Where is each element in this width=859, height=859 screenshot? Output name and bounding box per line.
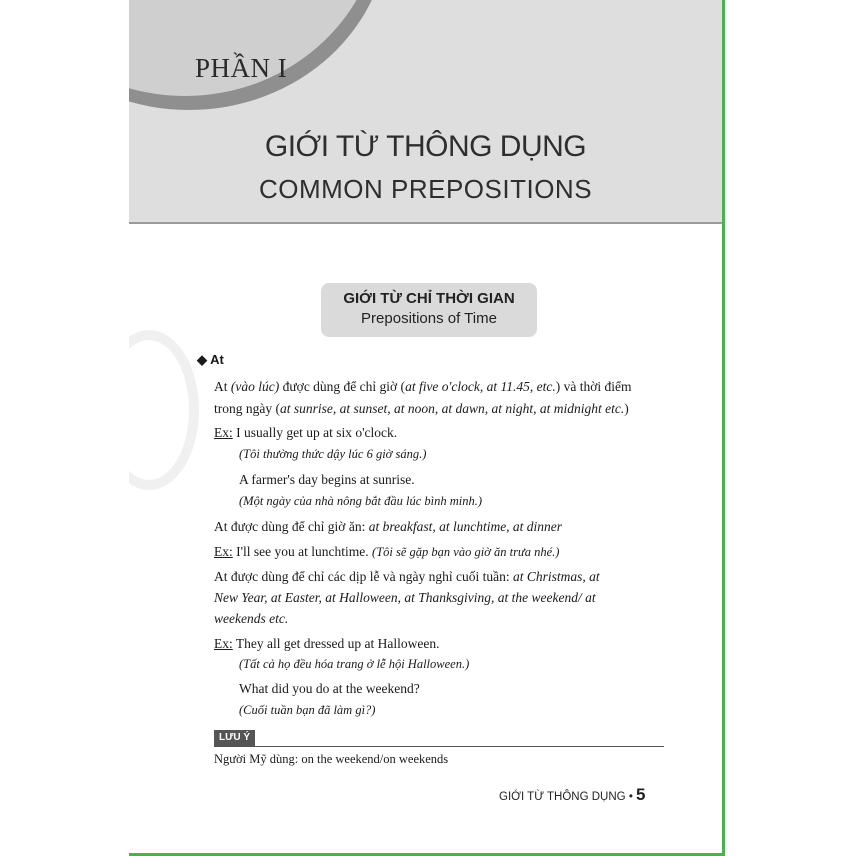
heading-at: At [210,352,224,367]
ex-label: Ex: [214,544,233,559]
bullet-heading [197,352,224,368]
part-label: PHẦN I [195,53,288,83]
text: ) [624,401,629,416]
paragraph-3-line-3: weekends etc. [214,611,289,626]
text: At [214,379,231,394]
diamond-bullet-icon: ◆ [197,352,207,367]
note-divider [214,730,664,747]
book-page [129,0,725,856]
example-text: They all get dressed up at Halloween. [235,636,440,651]
text: ) và thời điểm [555,379,632,394]
section-title-en: Prepositions of Time [361,310,497,327]
example-3 [214,544,559,560]
chapter-title-vi: GIỚI TỪ THÔNG DỤNG [264,130,587,163]
example-4 [214,636,439,652]
example-2: A farmer's day begins at sunrise. [239,472,415,487]
chapter-header [129,0,722,224]
paragraph-3-line-2: New Year, at Easter, at Halloween, at Thanksgiving, at the weekend/ at [214,590,596,605]
note-text: Người Mỹ dùng: on the weekend/on weekends [214,752,449,766]
paragraph-1-line-1 [214,379,632,395]
paragraph-2 [214,519,562,535]
example-text: I usually get up at six o'clock. [236,425,398,440]
example-text: I'll see you at lunchtime. [236,544,373,559]
example-5: What did you do at the weekend? [239,681,420,696]
section-title-vi: GIỚI TỪ CHỈ THỜI GIAN [343,290,515,307]
paragraph-3-line-1 [214,569,600,585]
text: At được dùng để chỉ các dịp lễ và ngày nghỉ cuối tuần: [214,569,513,584]
text: (vào lúc) [230,379,280,394]
ex-label: Ex: [214,425,233,440]
example-1 [214,425,397,441]
footer-bullet: • [628,791,633,803]
chapter-title-en: COMMON PREPOSITIONS [258,174,593,204]
watermark-logo [129,330,199,490]
example-1-translation: (Tôi thường thức dậy lúc 6 giờ sáng.) [239,447,427,461]
text: trong ngày ( [214,401,280,416]
paragraph-1-line-2 [214,401,629,417]
section-title-box [321,283,537,337]
example-5-translation: (Cuối tuần bạn đã làm gì?) [239,703,376,717]
note-badge: LƯU Ý [214,730,255,746]
text: at breakfast, at lunchtime, at dinner [368,519,563,534]
page-number: 5 [636,785,646,804]
example-translation: (Tôi sẽ gặp bạn vào giờ ăn trưa nhé.) [372,545,560,559]
text: at five o'clock, at 11.45, etc. [405,379,556,394]
ex-label: Ex: [214,636,233,651]
page-footer [499,785,646,805]
text: at sunrise, at sunset, at noon, at dawn, at night, at midnight etc. [279,401,625,416]
footer-title: GIỚI TỪ THÔNG DỤNG [499,791,626,803]
example-2-translation: (Một ngày của nhà nông bắt đầu lúc bình minh.) [239,494,483,508]
text: được dùng để chỉ giờ ( [279,379,406,394]
text: at Christmas, at [513,569,600,584]
example-4-translation: (Tất cả họ đều hóa trang ở lễ hội Halloween.) [239,657,470,671]
text: At được dùng để chỉ giờ ăn: [214,519,369,534]
